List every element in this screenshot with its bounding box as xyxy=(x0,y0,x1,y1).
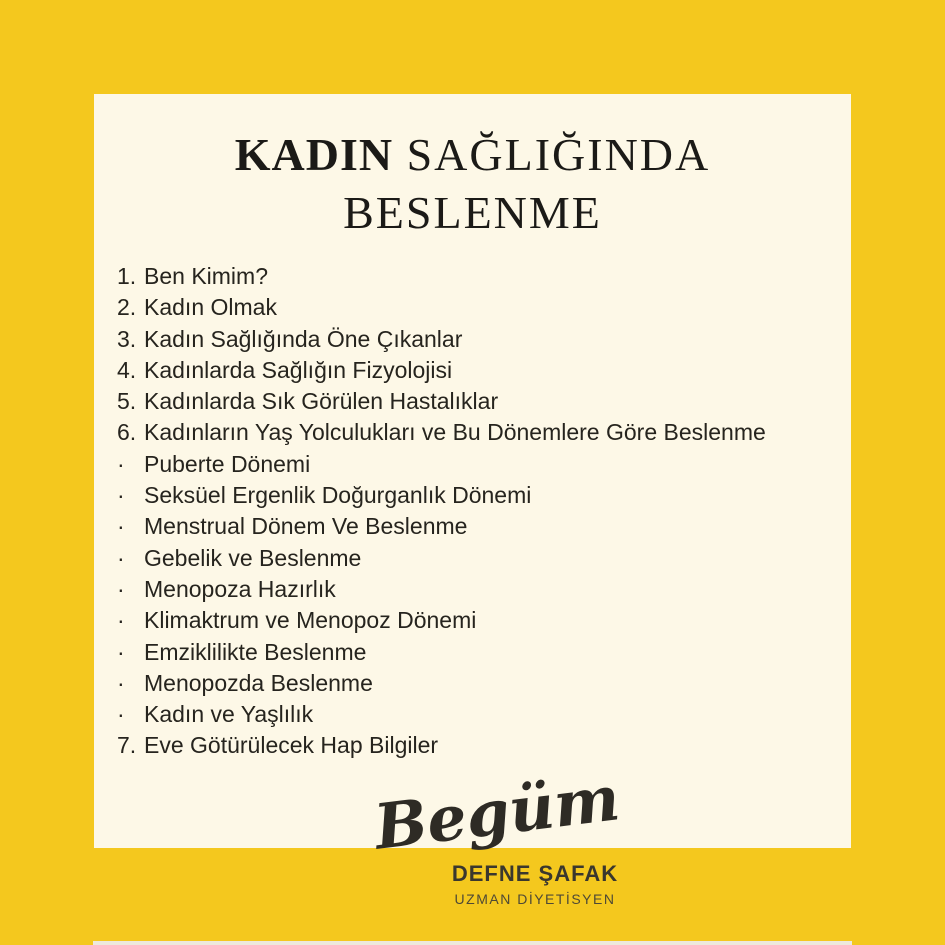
item-marker: 5. xyxy=(117,388,137,415)
title-line-1-rest: SAĞLIĞINDA xyxy=(406,129,711,180)
item-marker: · xyxy=(117,513,125,540)
item-text: Seksüel Ergenlik Doğurganlık Dönemi xyxy=(144,482,532,509)
item-marker: · xyxy=(117,638,125,665)
item-marker: · xyxy=(117,482,125,509)
item-marker: 2. xyxy=(117,294,137,321)
list-item xyxy=(117,605,837,636)
list-item xyxy=(117,699,837,730)
item-text: Emziklilikte Beslenme xyxy=(144,638,367,665)
list-item xyxy=(117,511,837,542)
list-item xyxy=(117,574,837,605)
item-marker: · xyxy=(117,544,125,571)
item-marker: 7. xyxy=(117,732,137,759)
item-marker: · xyxy=(117,669,125,696)
item-text: Gebelik ve Beslenme xyxy=(144,544,362,571)
logo-profession: UZMAN DİYETİSYEN xyxy=(454,891,616,907)
list-item xyxy=(117,668,837,699)
item-marker: 3. xyxy=(117,325,137,352)
item-text: Puberte Dönemi xyxy=(144,450,311,477)
list-item xyxy=(117,292,837,323)
item-marker: 6. xyxy=(117,419,137,446)
list-item xyxy=(117,386,837,417)
item-marker: · xyxy=(117,607,125,634)
title-line-2: BESLENME xyxy=(343,187,602,238)
logo-name: DEFNE ŞAFAK xyxy=(451,861,619,886)
item-marker: · xyxy=(117,701,125,728)
list-item xyxy=(117,637,837,668)
list-item xyxy=(117,324,837,355)
item-text: Klimaktrum ve Menopoz Dönemi xyxy=(144,607,477,634)
title-emphasis: KADIN xyxy=(234,129,394,180)
list-item xyxy=(117,480,837,511)
title-line-1 xyxy=(94,126,851,184)
list-item xyxy=(117,730,837,761)
item-text: Kadınlarda Sağlığın Fizyolojisi xyxy=(144,356,453,383)
item-text: Eve Götürülecek Hap Bilgiler xyxy=(144,732,439,759)
list-item xyxy=(117,261,837,292)
item-text: Kadın Sağlığında Öne Çıkanlar xyxy=(144,325,463,352)
item-text: Menstrual Dönem Ve Beslenme xyxy=(144,513,468,540)
content-card xyxy=(94,94,851,848)
signature-script: Begüm xyxy=(370,761,624,864)
list-item xyxy=(117,355,837,386)
item-text: Menopoza Hazırlık xyxy=(144,575,336,602)
list-item xyxy=(117,417,837,448)
item-text: Kadın ve Yaşlılık xyxy=(144,701,314,728)
list-item xyxy=(117,449,837,480)
item-text: Kadınların Yaş Yolculukları ve Bu Dönemlere Göre Beslenme xyxy=(144,419,766,446)
page-title xyxy=(94,126,851,242)
item-text: Menopozda Beslenme xyxy=(144,669,373,696)
item-marker: 1. xyxy=(117,263,137,289)
item-marker: · xyxy=(117,450,125,477)
item-marker: 4. xyxy=(117,356,137,383)
list-item xyxy=(117,543,837,574)
item-marker: · xyxy=(117,575,125,602)
next-slide-edge xyxy=(93,941,852,945)
item-text: Kadınlarda Sık Görülen Hastalıklar xyxy=(144,388,499,415)
topics-list xyxy=(117,261,837,762)
item-text: Kadın Olmak xyxy=(144,294,277,321)
item-text: Ben Kimim? xyxy=(144,263,268,289)
